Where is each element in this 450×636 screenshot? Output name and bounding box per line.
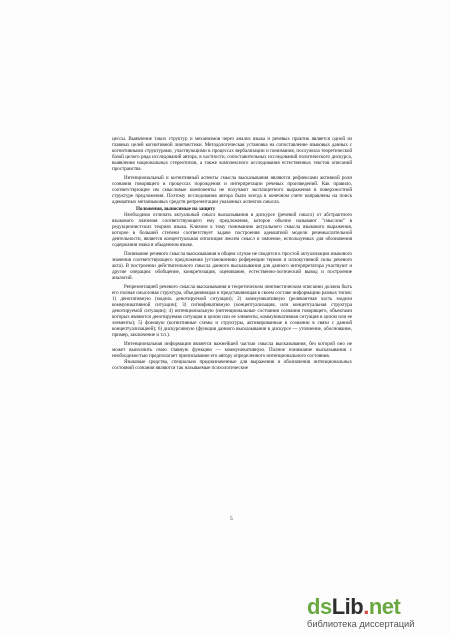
logo-lib: Lib xyxy=(331,594,364,619)
logo-ds: ds xyxy=(307,594,332,619)
paragraph-3: Необходимо отличать актуальный смысл высказывания в дискурсе (речевой смысл) от абстрактного языкового значения соответствующего ему предложения, которое обычно называют "смыслом" в редукционистских теориях языка. Ключом к тому пониманию актуального смысла языкового выражения, которое в большей степени соответствует задаче построения адекватной модели речемыслительной деятельности, является концептуальная оппозиция лексем смысл и значение, используемых для обозначения содержания знака в обыденном языке. xyxy=(112,212,352,249)
paragraph-6: Интенциональная информация является важнейшей частью смысла высказывания, без которой оно не может выполнить свою главную функцию — коммуникативную. Полное понимание высказывания с необходимостью предполагает приписывание его автору определенного интенционального состояния. xyxy=(112,340,352,359)
paragraph-2: Интенциональный и когнитивный аспекты смысла высказывания являются рефлексами активной роли сознания говорящего в процессах порождения и интерпретации речевых произведений. Как правило, соответствующие им смысловые компоненты не получают эксплицитного выражения в поверхностной структуре предложения. Поэтому исследования автора были всегда в конечном счете направлены на поиск адекватных метаязыковых средств репрезентации указанных аспектов смысла. xyxy=(112,174,352,205)
dslib-logo xyxy=(307,596,442,618)
watermark-subtitle: библиотека диссертаций xyxy=(307,619,415,629)
dslib-watermark[interactable] xyxy=(307,596,442,630)
document-body xyxy=(112,136,352,371)
section-heading: Положения, выносимые на защиту xyxy=(136,206,216,213)
paragraph-1: цессы. Выявление таких структур и механизмов через анализ языка и речевых практик является одной из главных целей когнитивной лингвистики. Методологическая установка на сопоставление языковых данных с когнитивными структурами, участвующими в процессах вербализации и понимания, послужила теоретической базой целого ряда исследований автора, в частности, сопоставительных исследований политического дискурса, выявления национальных стереотипов, а также комплексного исследования естественных текстов описаний пространства. xyxy=(112,136,352,173)
page-number: 5 xyxy=(230,516,233,522)
paragraph-7: Языковые средства, специально предназначенные для выражения и обозначения интенциональных состояний сознания являются так называемые психологические xyxy=(112,358,352,371)
paragraph-4: Понимание речевого смысла высказывания в общем случае не сводится к простой актуализации языкового значения соответствующего предложения (установлению референции термов и иллокутивной силы речевого акта). В построении действительного смысла данного высказывания для данного интерпретатора участвуют и другие операции: обобщение, конкретизация, оценивание, естественно-логический вывод и построение аналогий. xyxy=(112,250,352,282)
paragraph-5: Репрезентацией речевого смысла высказывания в теоретическом лингвистическом описании должна быть его полная смысловая структура, объединяющая и представляющая в своем составе информацию разных типов: 1) денотативную (модель денотируемой ситуации); 2) коммуникативную (релевантная часть модели коммуникативной ситуации); 3) сигнификативную (концептуализация, или концептуальная структура денотируемой ситуации); 4) интенциональную (интенциональные состояния сознания говорящего, объектами которых являются денотируемая ситуация в целом или ее элементы, коммуникативная ситуация в целом или ее элементы); 5) фоновую (когнитивные схемы и структуры, активированные в сознании в связи с данной концептуализацией); 6) дискурсивную (функция данного высказывания в дискурсе — уточнение, обоснование, пример, заключение и т.п.). xyxy=(112,283,352,338)
logo-net: net xyxy=(368,594,401,619)
logo-dot: . xyxy=(363,594,369,619)
